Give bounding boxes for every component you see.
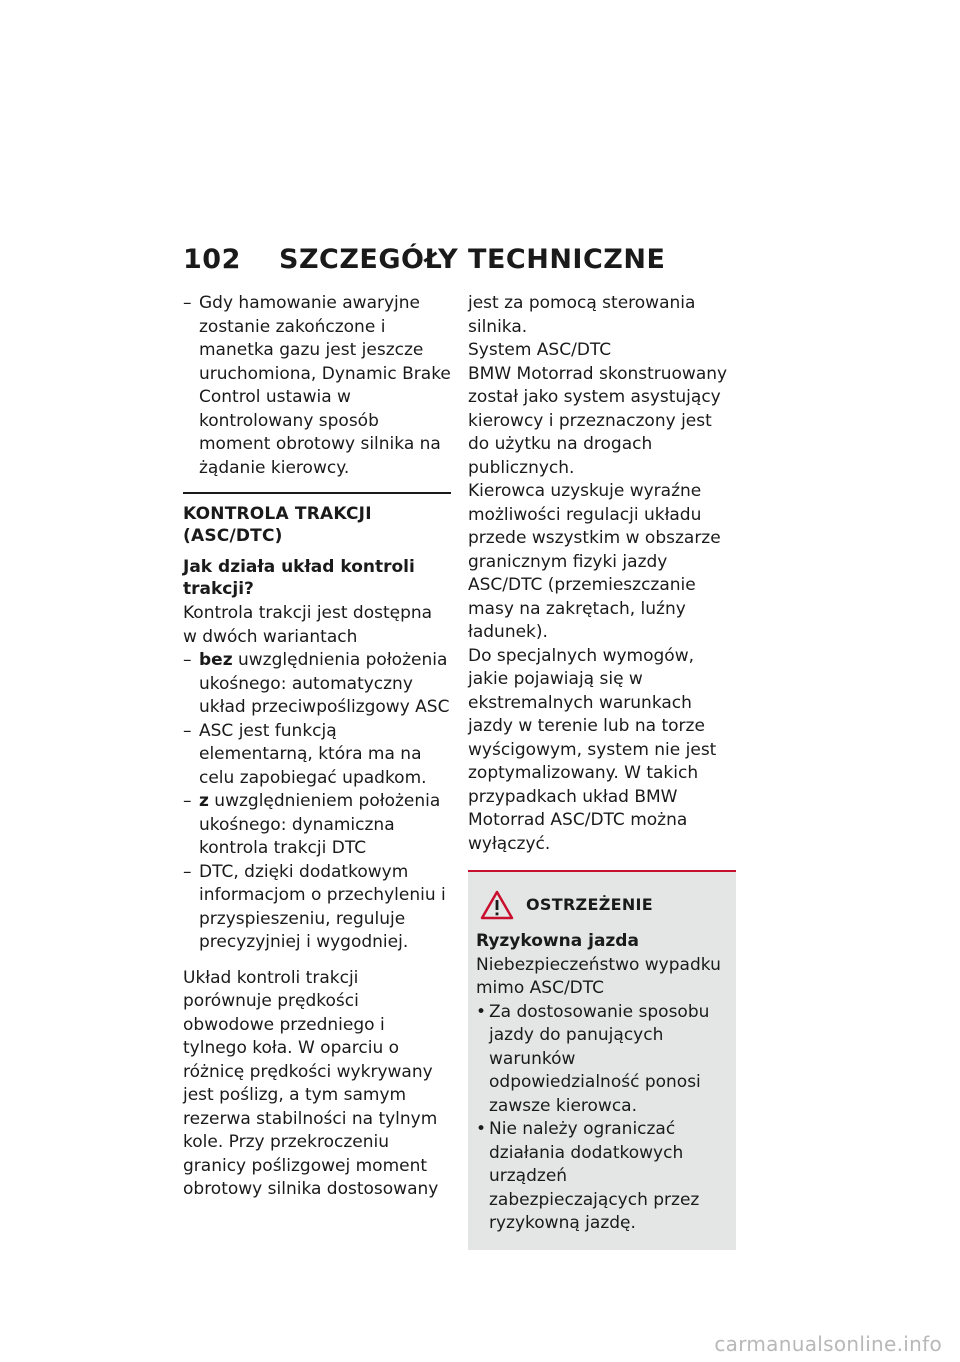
warning-bullet <box>476 1118 726 1236</box>
warning-text: Niebezpieczeństwo wypadku mimo ASC/DTC <box>476 954 721 998</box>
list-item-text: uwzględnieniem położenia ukośnego: dynamiczna kontrola trakcji DTC <box>199 791 441 858</box>
right-column <box>468 292 736 1250</box>
warning-triangle-icon <box>480 890 514 920</box>
paragraph: Układ kontroli trakcji porównuje prędkości obwodowe przedniego i tylnego koła. W oparciu o różnicę prędkości wykrywany jest poślizg, a tym samym rezerwa stabilności na tylnym kole. Przy przekroczeniu granicy poślizgowej moment obrotowy silnika dostosowany <box>183 967 439 1199</box>
bullet-marker: • <box>476 1119 487 1139</box>
list-item <box>183 649 451 720</box>
sub-heading: Jak działa układ kontroli trakcji? <box>183 557 415 599</box>
list-item <box>183 720 451 791</box>
paragraph: Kierowca uzyskuje wyraźne możliwości regulacji układu przede wszystkim w obszarze granicznym fizyki jazdy ASC/DTC (przemieszczanie masy na zakrętach, luźny ładunek). <box>468 481 721 642</box>
section-heading: KONTROLA TRAKCJI (ASC/DTC) <box>183 504 372 546</box>
intro-dash-text: Gdy hamowanie awaryjne zostanie zakończone i manetka gazu jest jeszcze uruchomiona, Dynamic Brake Control ustawia w kontrolowany sposób moment obrotowy silnika na żądanie kierowcy. <box>199 293 451 478</box>
paragraph: Do specjalnych wymogów, jakie pojawiają się w ekstremalnych warunkach jazdy w terenie lub na torze wyścigowym, system nie jest zoptymalizowany. W takich przypadkach układ BMW Motorrad ASC/DTC można wyłączyć. <box>468 645 717 854</box>
list-item <box>183 790 451 861</box>
list-item <box>183 292 451 480</box>
bullet-marker: • <box>476 1001 487 1022</box>
list-item-text: ASC jest funkcją elementarną, która ma na celu zapobiegać upadkom. <box>199 720 427 788</box>
page-number: 102 <box>183 244 241 275</box>
paragraph: BMW Motorrad skonstruowany został jako system asystujący kierowcy i przeznaczony jest do użytku na drogach publicznych. <box>468 363 728 478</box>
dash-marker: – <box>183 650 192 670</box>
warning-bullet <box>476 1001 726 1119</box>
left-column <box>183 292 451 1202</box>
warning-bullet-text: Nie należy ograniczać działania dodatkowych urządzeń zabezpieczających przez ryzykowną jazdę. <box>489 1119 700 1233</box>
warning-bullet-text: Za dostosowanie sposobu jazdy do panujących warunków odpowiedzialność ponosi zawsze kierowca. <box>489 1001 710 1116</box>
page-header <box>183 244 743 275</box>
page-title: SZCZEGÓŁY TECHNICZNE <box>279 244 666 275</box>
section-divider <box>183 492 451 494</box>
list-item-text: uwzględnienia położenia ukośnego: automatyczny układ przeciwpoślizgowy ASC <box>199 650 450 717</box>
warning-title: OSTRZEŻENIE <box>526 895 653 915</box>
warning-heading: Ryzykowna jazda <box>476 931 639 951</box>
dash-marker: – <box>183 791 192 811</box>
watermark[interactable]: carmanualsonline.info <box>714 1332 942 1356</box>
dash-marker: – <box>183 720 192 741</box>
dash-marker: – <box>183 293 192 313</box>
dash-marker: – <box>183 861 192 882</box>
paragraph: Kontrola trakcji jest dostępna w dwóch wariantach <box>183 603 433 647</box>
list-item-bold: bez <box>199 650 233 670</box>
warning-title-row <box>476 890 726 920</box>
warning-box <box>468 872 736 1250</box>
paragraph-title: System ASC/DTC <box>468 340 612 360</box>
list-item-bold: z <box>199 791 209 811</box>
paragraph: jest za pomocą sterowania silnika. <box>468 293 696 337</box>
list-item-text: DTC, dzięki dodatkowym informacjom o przechyleniu i przyspieszeniu, reguluje precyzyjniej i wygodniej. <box>199 861 446 952</box>
list-item <box>183 861 451 955</box>
